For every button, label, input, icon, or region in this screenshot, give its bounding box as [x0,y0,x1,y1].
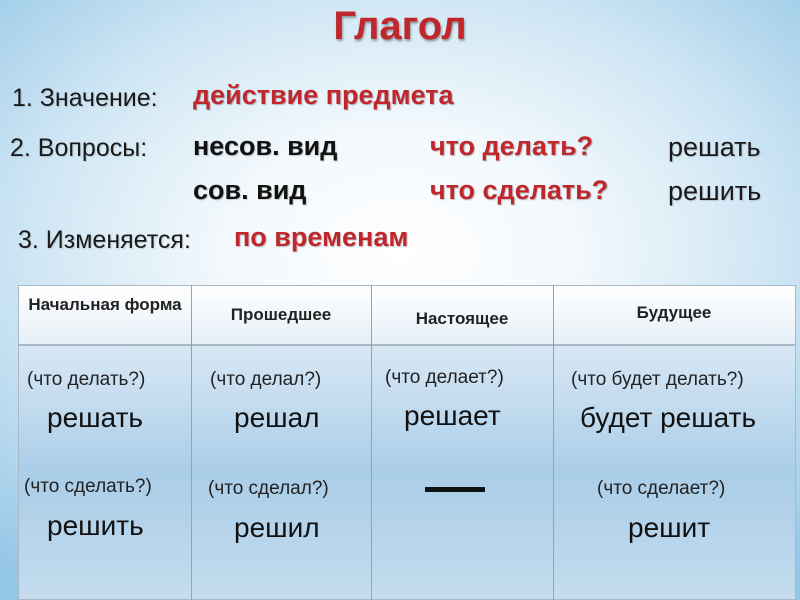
present-question-imperfective: (что делает?) [385,367,504,388]
past-form-perfective: решил [234,512,320,543]
imperfective-aspect: несов. вид [193,131,338,161]
header-past: Прошедшее [230,305,332,324]
meaning-value: действие предмета [193,80,454,110]
page-title: Глагол [333,4,467,48]
column-divider [371,285,372,600]
present-form-imperfective: решает [404,400,501,431]
initial-question-imperfective: (что делать?) [27,369,146,390]
future-form-imperfective: будет решать [580,402,757,433]
present-form-perfective-dash [425,487,485,492]
questions-label: 2. Вопросы: [10,134,148,162]
imperfective-question: что делать? [430,131,594,161]
past-question-perfective: (что сделал?) [208,478,329,499]
perfective-example: решить [668,176,762,206]
perfective-aspect: сов. вид [193,175,307,205]
initial-form-perfective: решить [47,510,144,541]
header-initial-form: Начальная форма [28,295,182,314]
past-question-imperfective: (что делал?) [210,369,322,390]
initial-form-imperfective: решать [47,402,143,433]
changes-label: 3. Изменяется: [18,226,191,254]
future-question-imperfective: (что будет делать?) [571,369,744,390]
header-future: Будущее [636,303,712,322]
past-form-imperfective: решал [234,402,320,433]
header-present: Настоящее [415,309,509,328]
tense-table [18,285,796,600]
future-form-perfective: решит [628,512,711,543]
column-divider [553,285,554,600]
perfective-question: что сделать? [430,175,609,205]
changes-value: по временам [234,222,409,252]
initial-question-perfective: (что сделать?) [24,476,152,497]
meaning-label: 1. Значение: [12,84,158,112]
imperfective-example: решать [668,132,761,162]
future-question-perfective: (что сделает?) [597,478,726,499]
column-divider [191,285,192,600]
